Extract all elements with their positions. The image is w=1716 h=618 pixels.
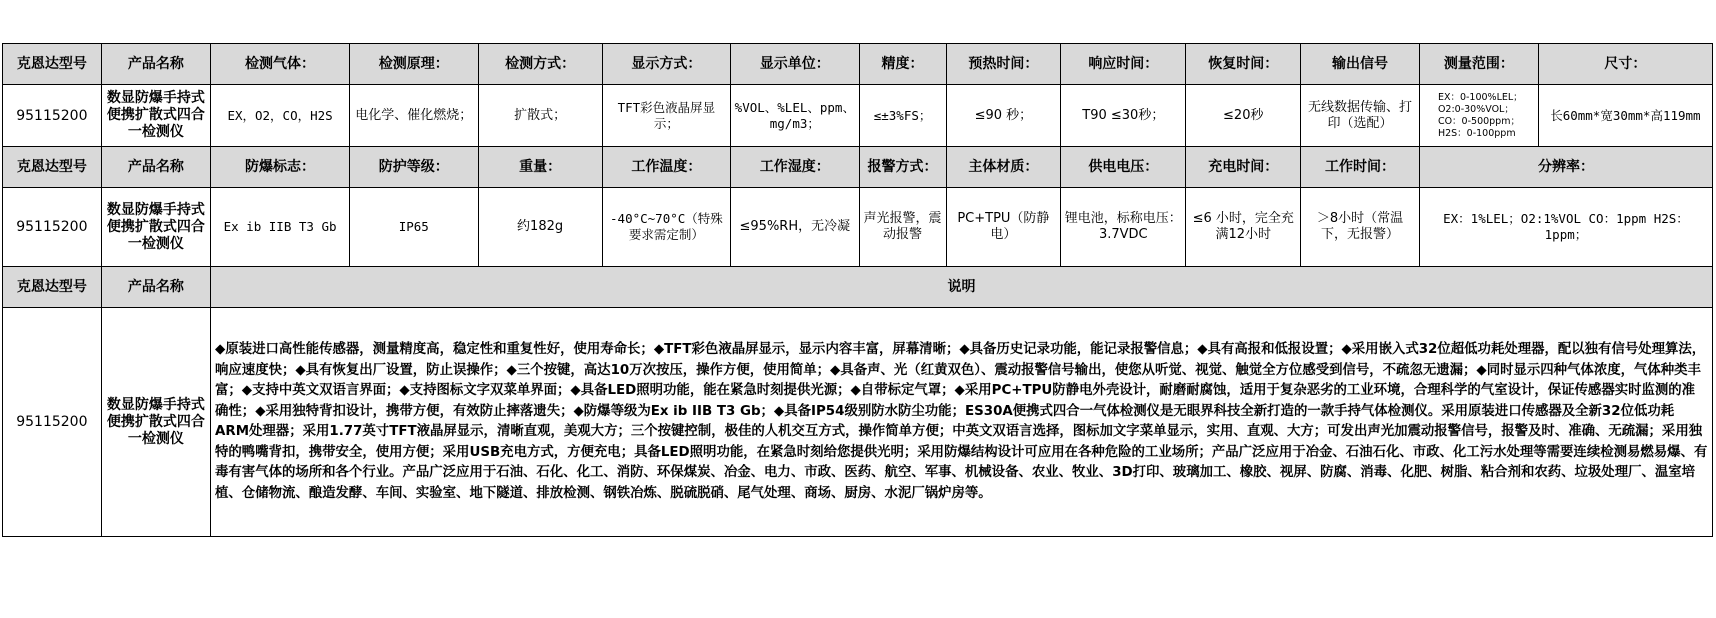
header-row-3	[3, 267, 1713, 308]
header-product-name: 产品名称	[101, 147, 210, 188]
range-cell	[1419, 85, 1538, 147]
header-protection: 防护等级：	[350, 147, 478, 188]
charge-time-cell: ≤6 小时，完全充满12小时	[1186, 188, 1301, 267]
protection-cell: IP65	[350, 188, 478, 267]
weight-cell: 约182g	[478, 188, 602, 267]
header-resolution: 分辨率：	[1419, 147, 1712, 188]
response-cell: T90 ≤30秒；	[1061, 85, 1186, 147]
alarm-cell: 声光报警，震动报警	[859, 188, 946, 267]
header-output: 输出信号	[1301, 44, 1420, 85]
header-row-1	[3, 44, 1713, 85]
principle-cell: 电化学、催化燃烧；	[350, 85, 478, 147]
model-cell: 95115200	[3, 85, 102, 147]
work-time-cell: ＞8小时（常温下，无报警）	[1301, 188, 1420, 267]
header-size: 尺寸：	[1538, 44, 1712, 85]
header-principle: 检测原理：	[350, 44, 478, 85]
header-material: 主体材质：	[946, 147, 1061, 188]
range-line: O2:0-30%VOL；	[1437, 103, 1514, 115]
output-cell: 无线数据传输、打印（选配）	[1301, 85, 1420, 147]
ex-mark-cell: Ex ib IIB T3 Gb	[211, 188, 350, 267]
description-cell: ◆原装进口高性能传感器，测量精度高，稳定性和重复性好，使用寿命长；◆TFT彩色液晶屏显示，显示内容丰富，屏幕清晰；◆具备历史记录功能，能记录报警信息；◆具有高报和低报设置；◆采用嵌入式32位超低功耗处理器，配以独有信号处理算法，响应速度快；◆具有恢复出厂设置，防止误操作；◆三个按键，高达10万次按压，操作方便，使用简单；◆具备声、光（红黄双色）、震动报警信号输出，使您从听觉、视觉、触觉全方位感受到信号，不疏忽无遗漏；◆同时显示四种气体浓度，气体种类丰富；◆支持中英文双语言界面；◆支持图标文字双菜单界面；◆具备LED照明功能，能在紧急时刻提供光源；◆自带标定气罩；◆采用PC+TPU防静电外壳设计，耐磨耐腐蚀，适用于复杂恶劣的工业环境，合理科学的气室设计，保证传感器实时监测的准确性；◆采用独特背扣设计，携带方便，有效防止摔落遗失；◆防爆等级为Ex ib IIB T3 Gb；◆具备IP54级别防水防尘功能；ES30A便携式四合一气体检测仪是无眼界科技全新打造的一款手持气体检测仪。采用原装进口传感器及全新32位低功耗ARM处理器；采用1.77英寸TFT液晶屏显示，清晰直观，美观大方；三个按键控制，极佳的人机交互方式，操作简单方便；中英文双语言选择，图标加文字菜单显示，实用、直观、大方；可发出声光加震动报警信号，报警及时、准确、无疏漏；采用独特的鸭嘴背扣，携带安全，使用方便；采用USB充电方式，方便充电；具备LED照明功能，在紧急时刻给您提供光明；采用防爆结构设计可应用在各种危险的工业场所；产品广泛应用于冶金、石油石化、市政、化工污水处理等需要连续检测易燃易爆、有毒有害气体的场所和各个行业。产品广泛应用于石油、石化、化工、消防、环保煤炭、冶金、电力、市政、医药、航空、军事、机械设备、农业、牧业、3D打印、玻璃加工、橡胶、视屏、防腐、消毒、化肥、树脂、粘合剂和农药、垃圾处理厂、温室培植、仓储物流、酿造发酵、车间、实验室、地下隧道、排放检测、钢铁冶炼、脱硫脱硝、尾气处理、商场、厨房、水泥厂锅炉房等。	[211, 308, 1713, 537]
gas-cell: EX，O2，CO，H2S	[211, 85, 350, 147]
material-cell: PC+TPU（防静电）	[946, 188, 1061, 267]
method-cell: 扩散式；	[478, 85, 602, 147]
header-ex-mark: 防爆标志：	[211, 147, 350, 188]
product-name-cell: 数显防爆手持式便携扩散式四合一检测仪	[101, 188, 210, 267]
header-model: 克恩达型号	[3, 267, 102, 308]
product-name-cell: 数显防爆手持式便携扩散式四合一检测仪	[101, 308, 210, 537]
table-row	[3, 188, 1713, 267]
header-work-time: 工作时间：	[1301, 147, 1420, 188]
header-temperature: 工作温度：	[602, 147, 730, 188]
display-cell: TFT彩色液晶屏显示；	[602, 85, 730, 147]
header-preheat: 预热时间：	[946, 44, 1061, 85]
recovery-cell: ≤20秒	[1186, 85, 1301, 147]
header-accuracy: 精度：	[859, 44, 946, 85]
unit-cell: %VOL、%LEL、ppm、mg/m3；	[731, 85, 859, 147]
header-product-name: 产品名称	[101, 44, 210, 85]
table-row	[3, 85, 1713, 147]
product-name-cell: 数显防爆手持式便携扩散式四合一检测仪	[101, 85, 210, 147]
header-alarm: 报警方式：	[859, 147, 946, 188]
humidity-cell: ≤95%RH，无冷凝	[731, 188, 859, 267]
resolution-cell: EX：1%LEL；O2:1%VOL CO：1ppm H2S：1ppm；	[1419, 188, 1712, 267]
header-charge-time: 充电时间：	[1186, 147, 1301, 188]
voltage-cell: 锂电池，标称电压：3.7VDC	[1061, 188, 1186, 267]
header-description: 说明	[211, 267, 1713, 308]
header-response: 响应时间：	[1061, 44, 1186, 85]
preheat-cell: ≤90 秒；	[946, 85, 1061, 147]
header-voltage: 供电电压：	[1061, 147, 1186, 188]
model-cell: 95115200	[3, 308, 102, 537]
table-row	[3, 308, 1713, 537]
range-line: H2S：0-100ppm	[1437, 127, 1516, 139]
header-range: 测量范围：	[1419, 44, 1538, 85]
product-spec-table	[2, 43, 1713, 537]
header-method: 检测方式：	[478, 44, 602, 85]
header-unit: 显示单位：	[731, 44, 859, 85]
size-cell: 长60mm*宽30mm*高119mm	[1538, 85, 1712, 147]
header-model: 克恩达型号	[3, 147, 102, 188]
header-model: 克恩达型号	[3, 44, 102, 85]
accuracy-cell: ≤±3%FS；	[859, 85, 946, 147]
header-row-2	[3, 147, 1713, 188]
range-line: EX：0-100%LEL；	[1437, 91, 1523, 103]
header-humidity: 工作湿度：	[731, 147, 859, 188]
model-cell: 95115200	[3, 188, 102, 267]
header-display: 显示方式：	[602, 44, 730, 85]
header-gas: 检测气体：	[211, 44, 350, 85]
header-product-name: 产品名称	[101, 267, 210, 308]
header-weight: 重量：	[478, 147, 602, 188]
temperature-cell: -40°C~70°C（特殊要求需定制）	[602, 188, 730, 267]
range-line: CO：0-500ppm；	[1437, 115, 1520, 127]
header-recovery: 恢复时间：	[1186, 44, 1301, 85]
